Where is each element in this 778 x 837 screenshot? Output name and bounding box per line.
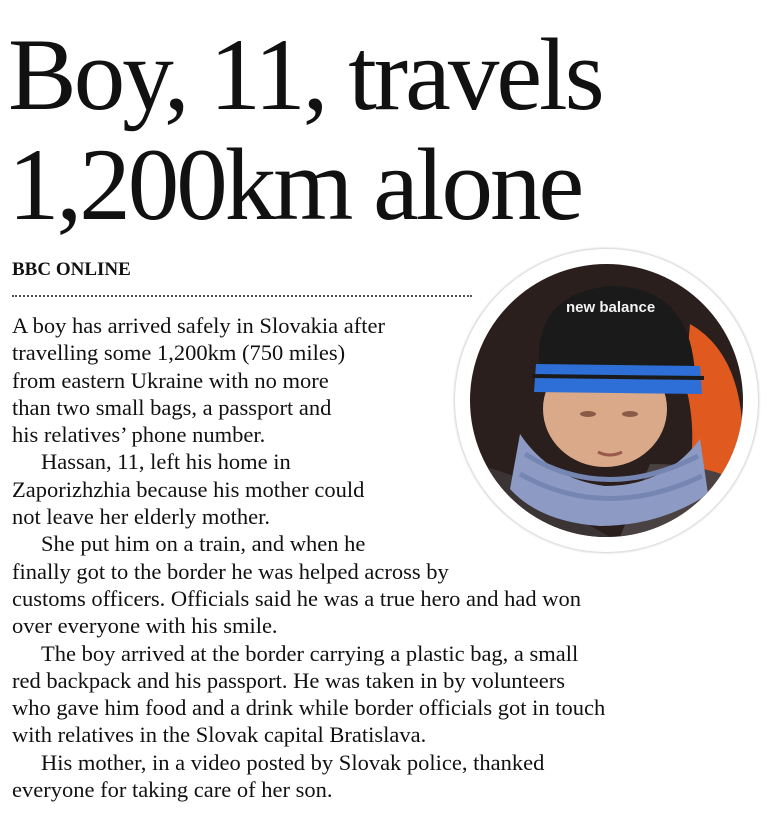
headline bbox=[8, 20, 768, 240]
body-line: travelling some 1,200km (750 miles) bbox=[12, 340, 346, 366]
body-line: customs officers. Officials said he was a true hero and had won bbox=[12, 585, 582, 611]
body-line: than two small bags, a passport and bbox=[12, 394, 332, 420]
body-line: not leave her elderly mother. bbox=[12, 504, 271, 530]
body-line: His mother, in a video posted by Slovak police, thanked bbox=[41, 749, 545, 775]
body-line: The boy arrived at the border carrying a plastic bag, a small bbox=[41, 640, 579, 666]
body-line: from eastern Ukraine with no more bbox=[12, 367, 329, 393]
article-body bbox=[12, 312, 772, 803]
headline-line-2: 1,200km alone bbox=[8, 128, 582, 242]
body-line: Zaporizhzhia because his mother could bbox=[12, 476, 365, 502]
body-line: over everyone with his smile. bbox=[12, 613, 278, 639]
hat-logo-text: new balance bbox=[566, 299, 656, 316]
body-line: with relatives in the Slovak capital Bratislava. bbox=[12, 722, 427, 748]
body-line: She put him on a train, and when he bbox=[41, 531, 366, 557]
body-line: Hassan, 11, left his home in bbox=[41, 449, 291, 475]
dotted-divider bbox=[12, 295, 472, 297]
body-line: everyone for taking care of her son. bbox=[12, 777, 333, 803]
body-line: his relatives’ phone number. bbox=[12, 422, 266, 448]
body-line: who gave him food and a drink while border officials got in touch bbox=[12, 695, 606, 721]
headline-line-1: Boy, 11, travels bbox=[8, 18, 602, 132]
body-line: finally got to the border he was helped across by bbox=[12, 558, 449, 584]
body-line: A boy has arrived safely in Slovakia after bbox=[12, 313, 386, 338]
body-line: red backpack and his passport. He was taken in by volunteers bbox=[12, 667, 565, 693]
byline: BBC ONLINE bbox=[12, 259, 131, 280]
